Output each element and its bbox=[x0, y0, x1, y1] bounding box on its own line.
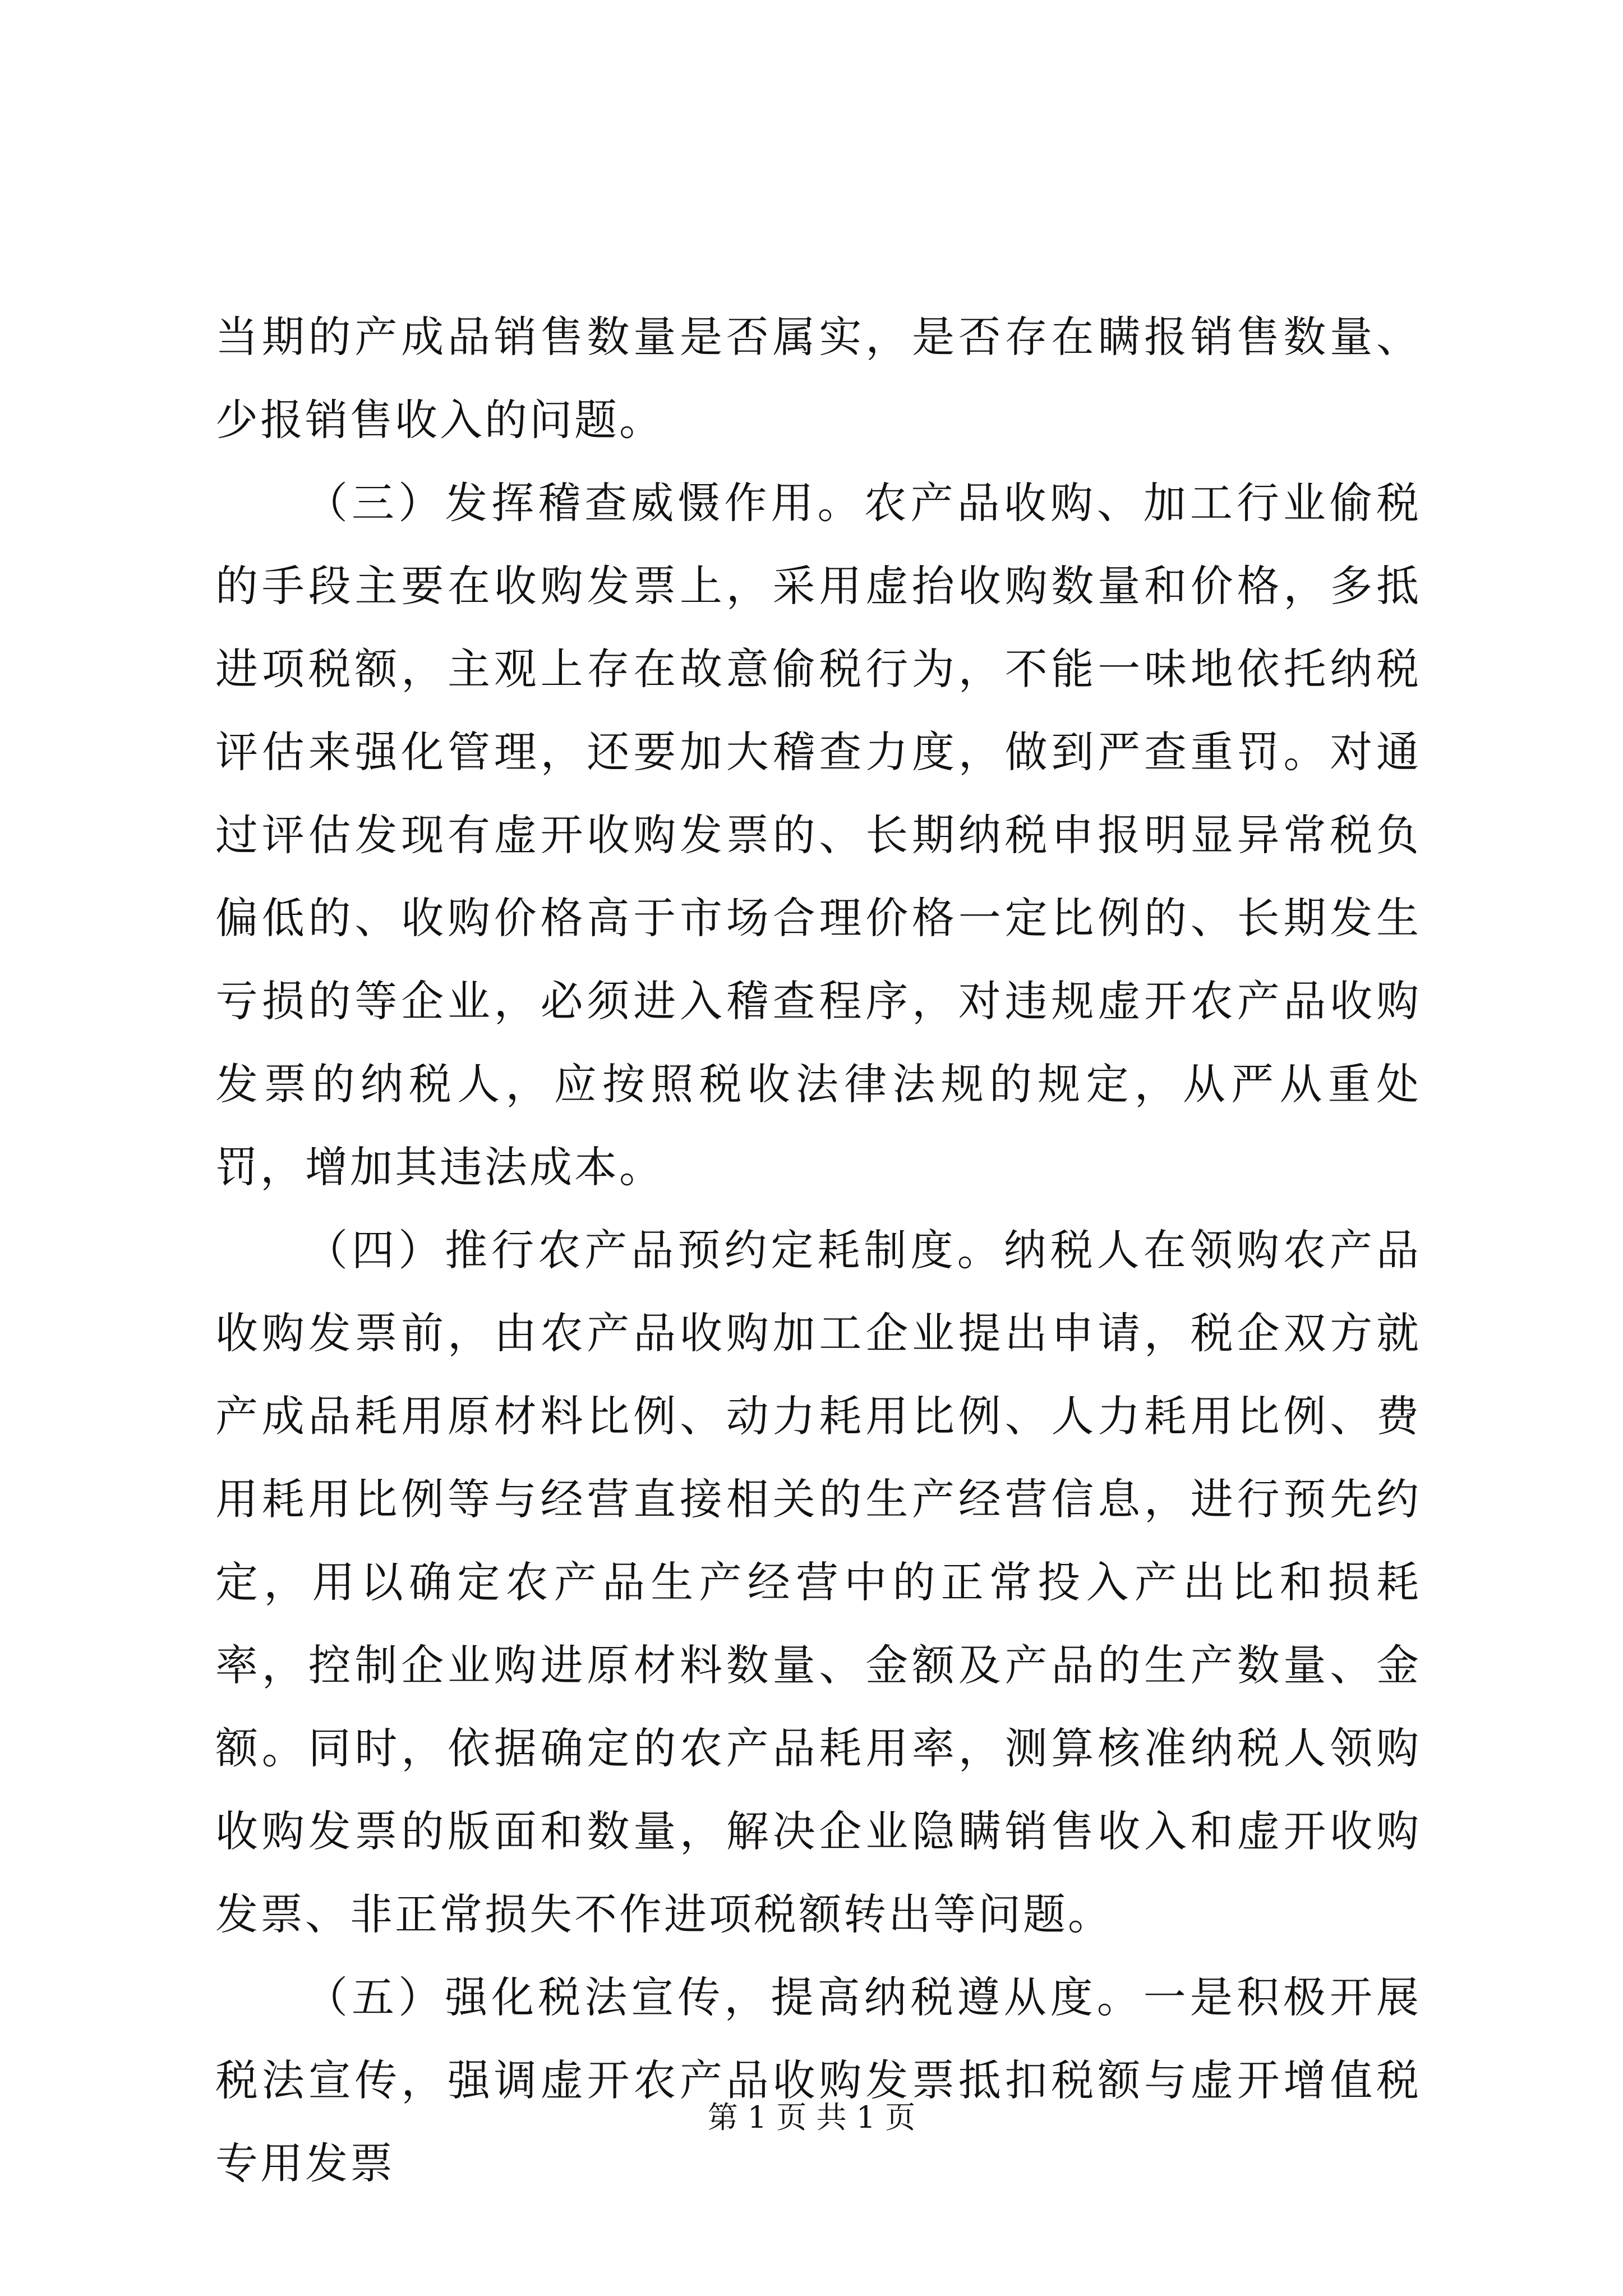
paragraph-section-4: （四）推行农产品预约定耗制度。纳税人在领购农产品收购发票前，由农产品收购加工企业提出申请，税企双方就产成品耗用原材料比例、动力耗用比例、人力耗用比例、费用耗用比例等与经营直接相关的生产经营信息，进行预先约定，用以确定农产品生产经营中的正常投入产出比和损耗率，控制企业购进原材料数量、金额及产品的生产数量、金额。同时，依据确定的农产品耗用率，测算核准纳税人领购收购发票的版面和数量，解决企业隐瞒销售收入和虚开收购发票、非正常损失不作进项税额转出等问题。 bbox=[215, 1225, 1421, 1939]
page-footer bbox=[0, 2098, 1623, 2137]
paragraph-continuation: 当期的产成品销售数量是否属实，是否存在瞒报销售数量、少报销售收入的问题。 bbox=[215, 312, 1421, 445]
document-body bbox=[215, 296, 1421, 2205]
paragraph-section-5: （五）强化税法宣传，提高纳税遵从度。一是积极开展税法宣传，强调虚开农产品收购发票抵扣税额与虚开增值税专用发票 bbox=[215, 1972, 1421, 2188]
page-number-label: 第 1 页 共 1 页 bbox=[707, 2100, 916, 2135]
paragraph-section-3: （三）发挥稽查威慑作用。农产品收购、加工行业偷税的手段主要在收购发票上，采用虚抬收购数量和价格，多抵进项税额，主观上存在故意偷税行为，不能一味地依托纳税评估来强化管理，还要加大稽查力度，做到严查重罚。对通过评估发现有虚开收购发票的、长期纳税申报明显异常税负偏低的、收购价格高于市场合理价格一定比例的、长期发生亏损的等企业，必须进入稽查程序，对违规虚开农产品收购发票的纳税人，应按照税收法律法规的规定，从严从重处罚，增加其违法成本。 bbox=[215, 478, 1421, 1192]
